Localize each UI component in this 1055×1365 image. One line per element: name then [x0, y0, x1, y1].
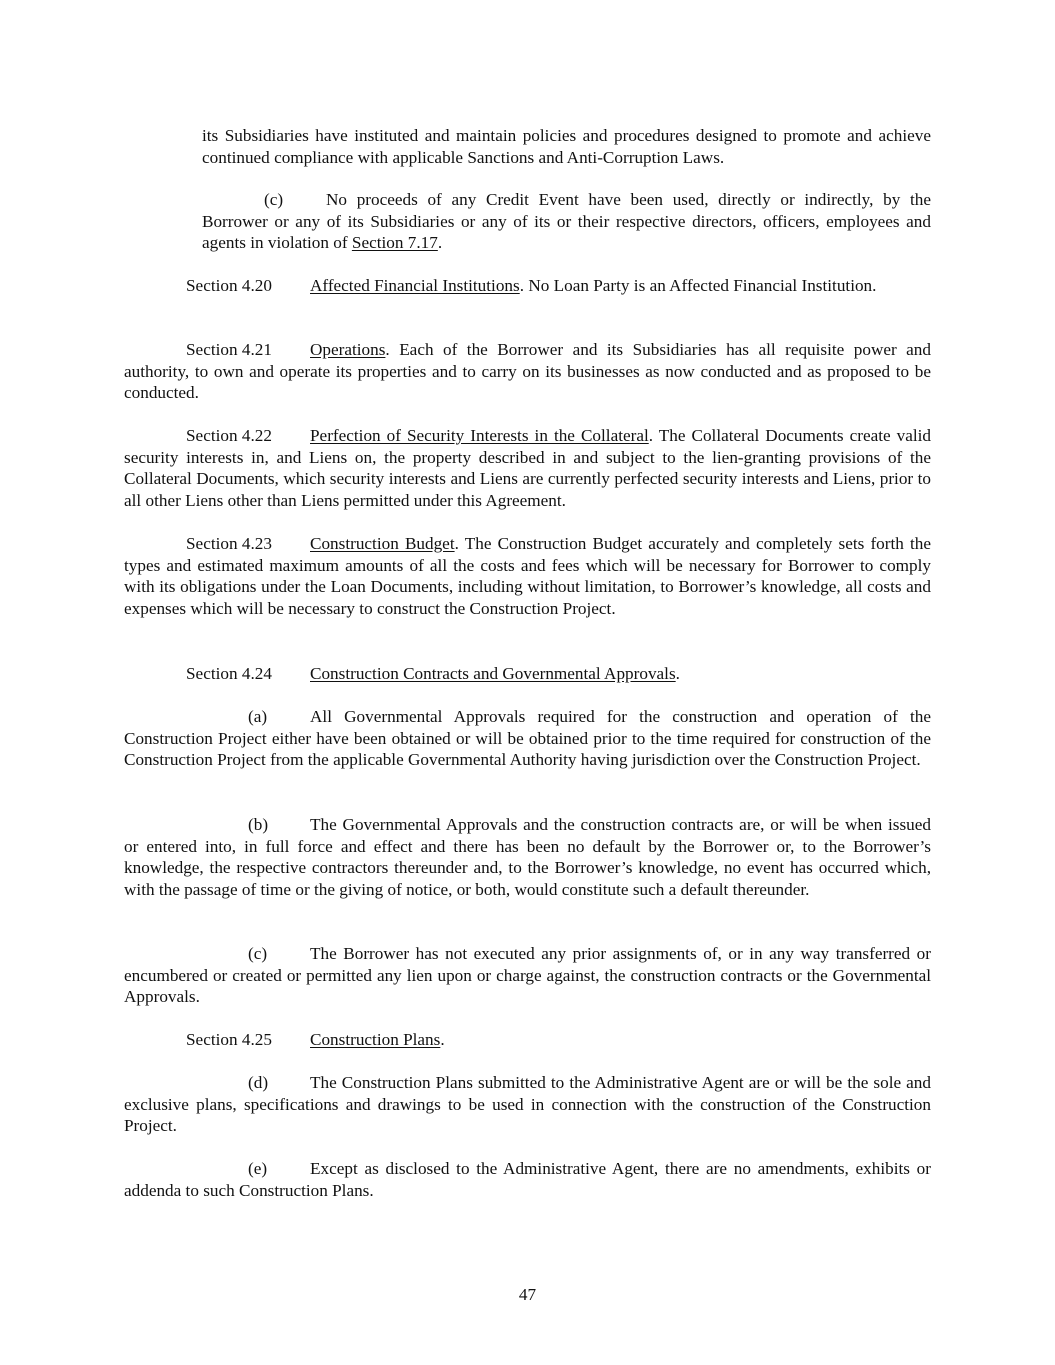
subsection-text: All Governmental Approvals required for the construction and operation of the Construction Project either have been obtained or will be obtained prior to the time required for construction of the Construction Project from the applicable Governmental Authority having jurisdiction over the Construction Project. — [124, 707, 931, 770]
section-text: . — [440, 1030, 445, 1049]
section-4-24-a — [124, 706, 931, 771]
paragraph-text: its Subsidiaries have instituted and maintain policies and procedures designed to promote and achieve continued compliance with applicable Sanctions and Anti-Corruption Laws. — [202, 126, 931, 167]
section-4-23 — [124, 533, 931, 619]
section-label: Section 4.22 — [186, 426, 272, 445]
subsection-text: Except as disclosed to the Administrative Agent, there are no amendments, exhibits or addenda to such Construction Plans. — [124, 1159, 931, 1200]
section-text: . No Loan Party is an Affected Financial Institution. — [519, 276, 877, 295]
section-4-24 — [124, 663, 931, 685]
section-4-25 — [124, 1029, 931, 1051]
section-4-24-c — [124, 943, 931, 1008]
subsection-label: (e) — [248, 1159, 268, 1178]
section-text: . — [675, 664, 680, 683]
section-heading: Affected Financial Institutions — [310, 276, 520, 295]
section-4-24-b — [124, 814, 931, 900]
section-heading: Operations — [310, 340, 386, 359]
section-4-22 — [124, 425, 931, 511]
section-label: Section 4.25 — [186, 1030, 272, 1049]
section-4-25-d — [124, 1072, 931, 1137]
section-4-21 — [124, 339, 931, 404]
section-label: Section 4.24 — [186, 664, 272, 683]
section-heading: Perfection of Security Interests in the Collateral — [310, 426, 649, 445]
section-4-25-e — [124, 1158, 931, 1201]
subsection-label: (c) — [264, 190, 284, 209]
section-label: Section 4.20 — [186, 276, 272, 295]
section-4-20 — [124, 275, 931, 297]
subsection-text: The Construction Plans submitted to the Administrative Agent are or will be the sole and exclusive plans, specifications and drawings to be used in connection with the construction of the Construction Project. — [124, 1073, 931, 1136]
subsection-label: (a) — [248, 707, 268, 726]
subsection-label: (d) — [248, 1073, 269, 1092]
paragraph-text-end: . — [437, 233, 443, 253]
section-text: . The Collateral Documents create valid security interests in, and Liens on, the property described in and subject to the lien-granting provisions of the Collateral Documents, which security interests and Liens are currently perfected security interests and Liens, prior to all other Liens other than Liens permitted under this Agreement. — [124, 426, 931, 510]
section-heading: Construction Budget — [310, 534, 455, 553]
section-label: Section 4.23 — [186, 534, 272, 553]
section-heading: Construction Contracts and Governmental Approvals — [310, 664, 676, 683]
paragraph-text: No proceeds of any Credit Event have been used, directly or indirectly, by the Borrower or any of its Subsidiaries or any of its or their respective directors, officers, employees and agents in violation of — [202, 190, 931, 253]
subsection-label: (c) — [248, 944, 268, 963]
page-number: 47 — [518, 1285, 537, 1304]
subsection-text: The Governmental Approvals and the construction contracts are, or will be when issued or entered into, in full force and effect and there has been no default by the Borrower or, to the Borrower’s knowledge, the respective contractors thereunder and, to the Borrower’s knowledge, no event has occurred which, with the passage of time or the giving of notice, or both, would constitute such a default thereunder. — [124, 815, 931, 899]
section-heading: Construction Plans — [310, 1030, 441, 1049]
subsection-text: The Borrower has not executed any prior assignments of, or in any way transferred or encumbered or created or permitted any lien upon or charge against, the construction contracts or the Governmental Approvals. — [124, 944, 931, 1007]
paragraph-intro — [202, 125, 931, 168]
section-label: Section 4.21 — [186, 340, 272, 359]
paragraph-c-credit-event — [202, 189, 931, 254]
section-text: . Each of the Borrower and its Subsidiaries has all requisite power and authority, to own and operate its properties and to carry on its businesses as now conducted and as proposed to be conducted. — [124, 340, 931, 403]
section-text: . The Construction Budget accurately and completely sets forth the types and estimated maximum amounts of all the costs and fees which will be necessary for Borrower to comply with its obligations under the Loan Documents, including without limitation, to Borrower’s knowledge, all costs and expenses which will be necessary to construct the Construction Project. — [124, 534, 931, 618]
subsection-label: (b) — [248, 815, 269, 834]
section-reference-link[interactable]: Section 7.17 — [351, 233, 438, 253]
